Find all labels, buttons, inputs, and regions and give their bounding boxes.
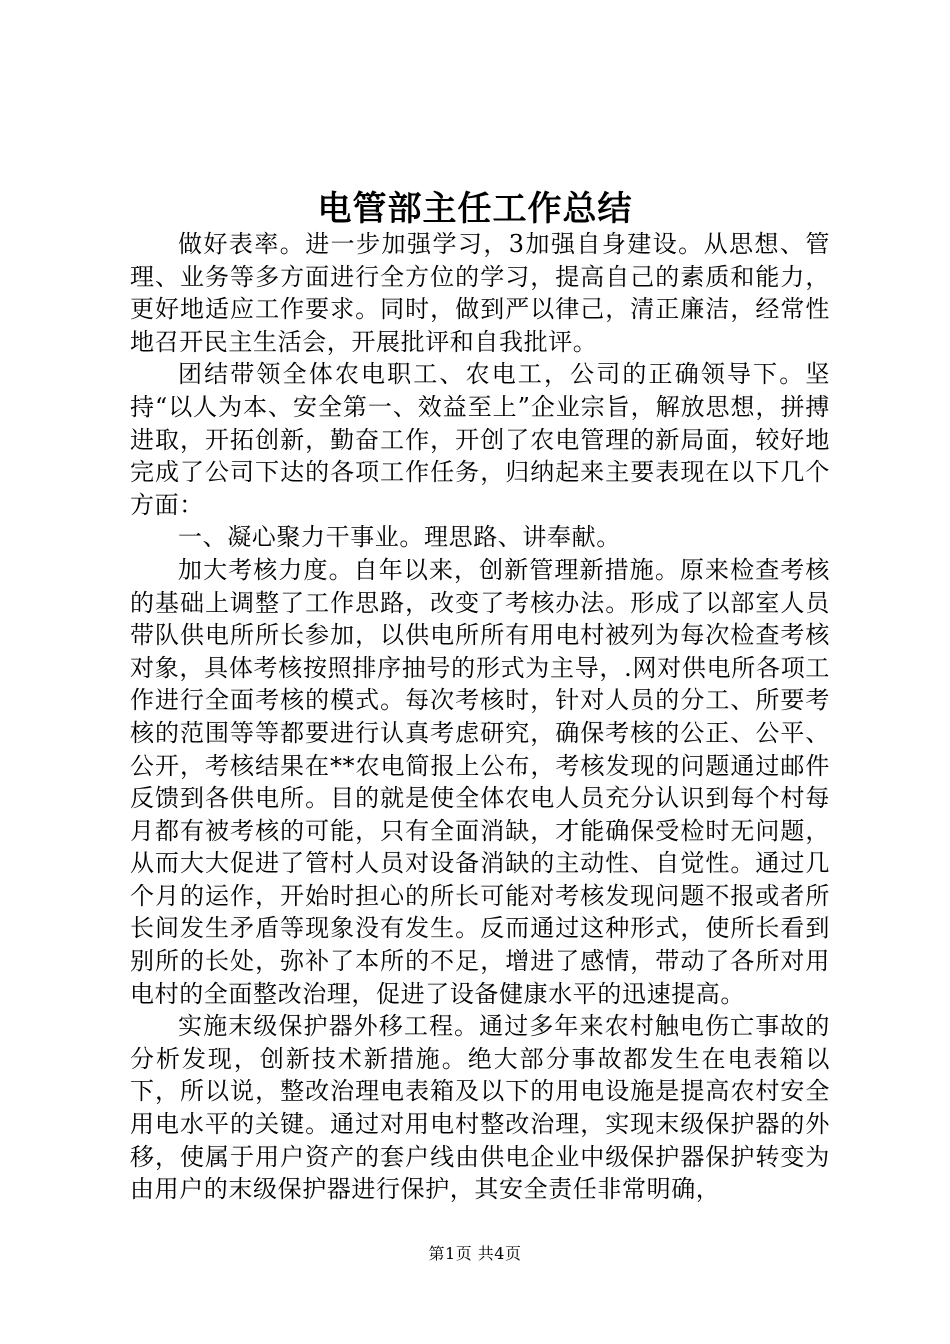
paragraph: 加大考核力度。自年以来，创新管理新措施。原来检查考核的基础上调整了工作思路，改变了考核办法。形成了以部室人员带队供电所所长参加，以供电所所有用电村被列为每次检查考核对象，具体考核按照排序抽号的形式为主导，.网对供电所各项工作进行全面考核的模式。每次考核时，针对人员的分工、所要考核的范围等等都要进行认真考虑研究，确保考核的公正、公平、公开，考核结果在**农电简报上公布，考核发现的问题通过邮件反馈到各供电所。目的就是使全体农电人员充分认识到每个村每月都有被考核的可能，只有全面消缺，才能确保受检时无问题，从而大大促进了管村人员对设备消缺的主动性、自觉性。通过几个月的运作，开始时担心的所长可能对考核发现问题不报或者所长间发生矛盾等现象没有发生。反而通过这种形式，使所长看到别所的长处，弥补了本所的不足，增进了感情，带动了各所对用电村的全面整改治理，促进了设备健康水平的迅速提高。	[130, 555, 830, 1008]
page-footer: 第1页 共4页	[428, 1244, 522, 1263]
paragraph: 做好表率。进一步加强学习，3加强自身建设。从思想、管理、业务等多方面进行全方位的学习，提高自己的素质和能力，更好地适应工作要求。同时，做到严以律己，清正廉洁，经常性地召开民主生活会，开展批评和自我批评。	[130, 230, 830, 356]
paragraph: 团结带领全体农电职工、农电工，公司的正确领导下。坚持“以人为本、安全第一、效益至上”企业宗旨，解放思想，拼搏进取，开拓创新，勤奋工作，开创了农电管理的新局面，较好地完成了公司下达的各项工作任务，归纳起来主要表现在以下几个方面：	[130, 360, 830, 519]
paragraph: 实施末级保护器外移工程。通过多年来农村触电伤亡事故的分析发现，创新技术新措施。绝大部分事故都发生在电表箱以下，所以说，整改治理电表箱及以下的用电设施是提高农村安全用电水平的关键。通过对用电村整改治理，实现末级保护器的外移，使属于用户资产的套户线由供电企业中级保护器保护转变为由用户的末级保护器进行保护，其安全责任非常明确，	[130, 1012, 830, 1204]
document-title: 电管部主任工作总结	[317, 189, 633, 229]
document-body	[130, 228, 830, 1206]
section-heading: 一、凝心聚力干事业。理思路、讲奉献。	[178, 523, 621, 552]
